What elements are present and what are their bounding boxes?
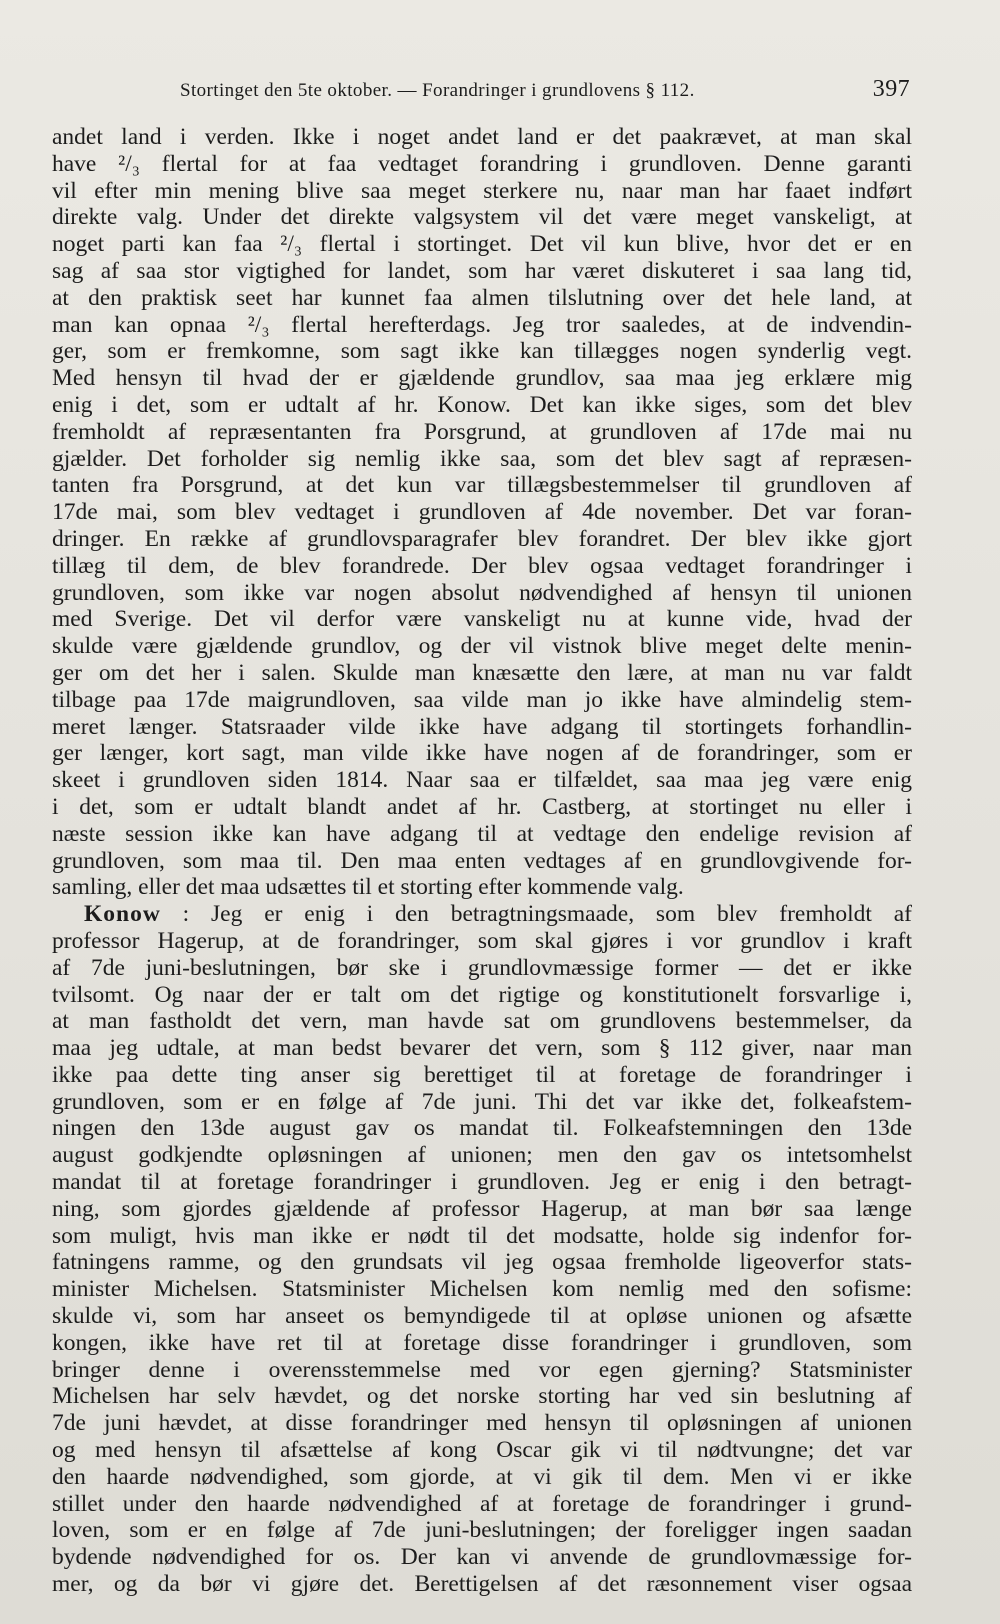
text-line: ningen den 13de august gav os mandat til. Folkeafstemningen den 13de bbox=[52, 1115, 912, 1142]
text-line: grundloven, som maa til. Den maa enten vedtages af en grundlovgivende for- bbox=[52, 847, 912, 874]
text-line: august godkjendte opløsningen af unionen; men den gav os intetsomhelst bbox=[52, 1142, 912, 1169]
paragraph-1 bbox=[52, 124, 912, 901]
text-line: at den praktisk seet har kunnet faa almen tilslutning over det hele land, at bbox=[52, 284, 912, 311]
text-line: mandat til at foretage forandringer i grundloven. Jeg er enig i den betragt- bbox=[52, 1169, 912, 1196]
text-line: Michelsen har selv hævdet, og det norske storting har ved sin beslutning af bbox=[52, 1383, 912, 1410]
header-title: Stortinget den 5te oktober. — Forandringer i grundlovens § 112. bbox=[180, 80, 695, 101]
text-line: meret længer. Statsraader vilde ikke have adgang til stortingets forhandlin- bbox=[52, 713, 912, 740]
text-line: enig i det, som er udtalt af hr. Konow. Det kan ikke siges, som det blev bbox=[52, 391, 912, 418]
text-line: ning, som gjordes gjældende af professor Hagerup, at man bør saa længe bbox=[52, 1195, 912, 1222]
text-line: fatningens ramme, og den grundsats vil jeg ogsaa fremholde ligeoverfor stats- bbox=[52, 1249, 912, 1276]
text-line: med Sverige. Det vil derfor være vanskeligt nu at kunne vide, hvad der bbox=[52, 606, 912, 633]
paragraph-2 bbox=[52, 901, 912, 1598]
text-line: grundloven, som er en følge af 7de juni. Thi det var ikke det, folkeafstem- bbox=[52, 1088, 912, 1115]
text-line: ger længer, kort sagt, man vilde ikke have nogen af de forandringer, som er bbox=[52, 740, 912, 767]
text-line: tvilsomt. Og naar der er talt om det rigtige og konstitutionelt forsvarlige i, bbox=[52, 981, 912, 1008]
text-line: kongen, ikke have ret til at foretage disse forandringer i grundloven, som bbox=[52, 1329, 912, 1356]
text-line: direkte valg. Under det direkte valgsystem vil det være meget vanskeligt, at bbox=[52, 204, 912, 231]
running-header bbox=[150, 76, 910, 106]
text-line: ger, som er fremkomne, som sagt ikke kan tillægges nogen synderlig vegt. bbox=[52, 338, 912, 365]
page-number: 397 bbox=[872, 76, 910, 102]
text-line: man kan opnaa ²/₃ flertal herefterdags. Jeg tror saaledes, at de indvendin- bbox=[52, 311, 912, 338]
text-line: i det, som er udtalt blandt andet af hr. Castberg, at stortinget nu eller i bbox=[52, 793, 912, 820]
text-line: tilbage paa 17de maigrundloven, saa vilde man jo ikke have almindelig stem- bbox=[52, 686, 912, 713]
text-line: andet land i verden. Ikke i noget andet land er det paakrævet, at man skal bbox=[52, 124, 912, 150]
text-line: skeet i grundloven siden 1814. Naar saa er tilfældet, saa maa jeg være enig bbox=[52, 767, 912, 794]
text-line: loven, som er en følge af 7de juni-beslutningen; der foreligger ingen saadan bbox=[52, 1517, 912, 1544]
text-line: som muligt, hvis man ikke er nødt til det modsatte, holde sig indenfor for- bbox=[52, 1222, 912, 1249]
text-line: vil efter min mening blive saa meget sterkere nu, naar man har faaet indført bbox=[52, 177, 912, 204]
text-line: dringer. En række af grundlovsparagrafer blev forandret. Der blev ikke gjort bbox=[52, 525, 912, 552]
text-line: skulde være gjældende grundlov, og der vil vistnok blive meget delte menin- bbox=[52, 633, 912, 660]
text-line: Med hensyn til hvad der er gjældende grundlov, saa maa jeg erklære mig bbox=[52, 365, 912, 392]
text-line: have ²/₃ flertal for at faa vedtaget forandring i grundloven. Denne garanti bbox=[52, 150, 912, 177]
text-line: 7de juni hævdet, at disse forandringer med hensyn til opløsningen af unionen bbox=[52, 1410, 912, 1437]
text-line: stillet under den haarde nødvendighed af at foretage de forandringer i grund- bbox=[52, 1490, 912, 1517]
text-line: mer, og da bør vi gjøre det. Berettigelsen af det ræsonnement viser ogsaa bbox=[52, 1571, 912, 1598]
text-line: ger om det her i salen. Skulde man knæsætte den lære, at man nu var faldt bbox=[52, 659, 912, 686]
text-line: sag af saa stor vigtighed for landet, som har været diskuteret i saa lang tid, bbox=[52, 257, 912, 284]
text-line: og med hensyn til afsættelse af kong Oscar gik vi til nødtvungne; det var bbox=[52, 1437, 912, 1464]
text-line: professor Hagerup, at de forandringer, som skal gjøres i vor grundlov i kraft bbox=[52, 927, 912, 954]
text-line: ikke paa dette ting anser sig berettiget til at foretage de forandringer i bbox=[52, 1061, 912, 1088]
text-line: samling, eller det maa udsættes til et storting efter kommende valg. bbox=[52, 874, 684, 901]
text-line: af 7de juni-beslutningen, bør ske i grundlovmæssige former — det er ikke bbox=[52, 954, 912, 981]
text-line: noget parti kan faa ²/₃ flertal i stortinget. Det vil kun blive, hvor det er en bbox=[52, 231, 912, 258]
text-line bbox=[52, 901, 912, 928]
text-line: grundloven, som ikke var nogen absolut nødvendighed af hensyn til unionen bbox=[52, 579, 912, 606]
text-line: næste session ikke kan have adgang til at vedtage den endelige revision af bbox=[52, 820, 912, 847]
text-line: tillæg til dem, de blev forandrede. Der blev ogsaa vedtaget forandringer i bbox=[52, 552, 912, 579]
text-line: maa jeg udtale, at man bedst bevarer det vern, som § 112 giver, naar man bbox=[52, 1035, 912, 1062]
text-line: tanten fra Porsgrund, at det kun var tillægsbestemmelser til grundloven af bbox=[52, 472, 912, 499]
text-line: bydende nødvendighed for os. Der kan vi anvende de grundlovmæssige for- bbox=[52, 1544, 912, 1571]
body-text bbox=[52, 124, 912, 1598]
text-line: 17de mai, som blev vedtaget i grundloven af 4de november. Det var foran- bbox=[52, 499, 912, 526]
speaker-first-line: : Jeg er enig i den betragtningsmaade, som blev fremholdt af bbox=[182, 901, 913, 928]
speaker-name: Konow bbox=[84, 901, 161, 928]
text-line: skulde vi, som har anseet os bemyndigede til at opløse unionen og afsætte bbox=[52, 1303, 912, 1330]
text-line: at man fastholdt det vern, man havde sat om grundlovens bestemmelser, da bbox=[52, 1008, 912, 1035]
text-line: gjælder. Det forholder sig nemlig ikke saa, som det blev sagt af repræsen- bbox=[52, 445, 912, 472]
text-line: minister Michelsen. Statsminister Michelsen kom nemlig med den sofisme: bbox=[52, 1276, 912, 1303]
text-line: den haarde nødvendighed, som gjorde, at vi gik til dem. Men vi er ikke bbox=[52, 1463, 912, 1490]
text-line: bringer denne i overensstemmelse med vor egen gjerning? Statsminister bbox=[52, 1356, 912, 1383]
text-line: fremholdt af repræsentanten fra Porsgrund, at grundloven af 17de mai nu bbox=[52, 418, 912, 445]
